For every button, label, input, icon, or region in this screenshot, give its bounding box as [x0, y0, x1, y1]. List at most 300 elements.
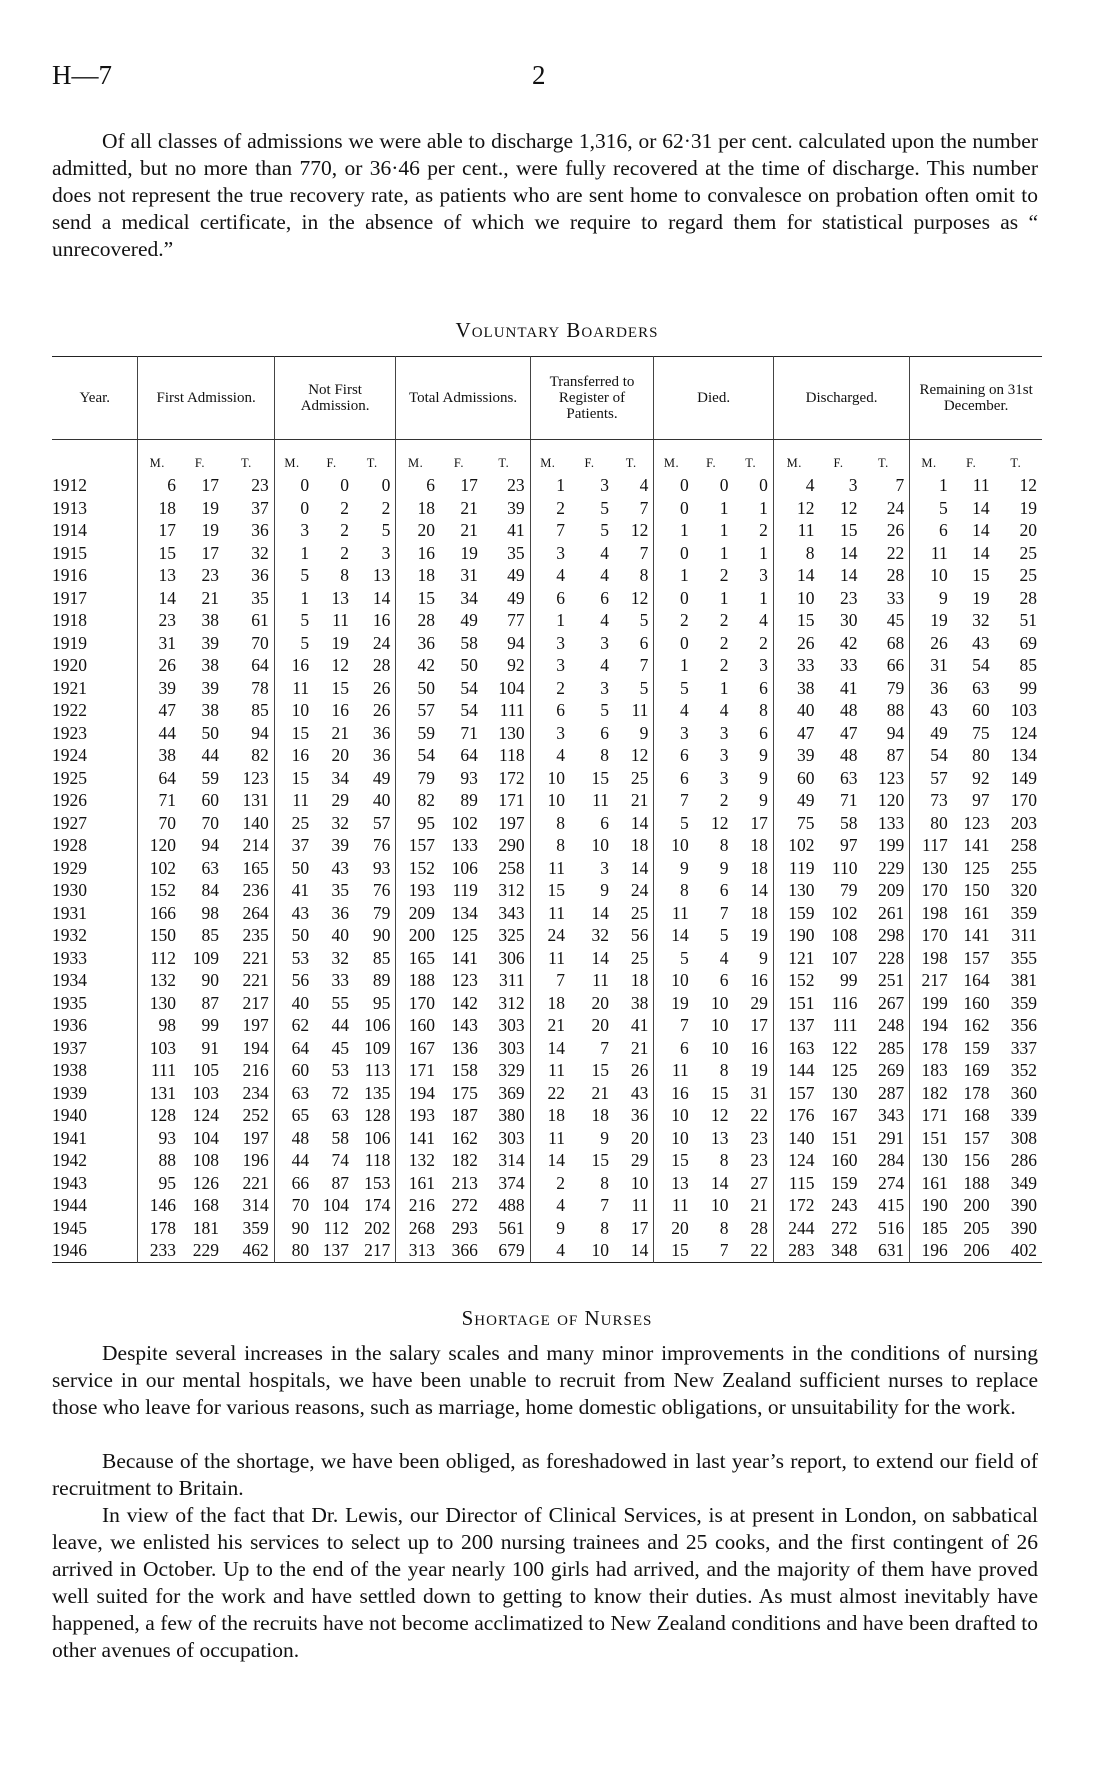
table-cell: 63	[331, 1105, 349, 1126]
table-cell: 118	[364, 1150, 391, 1171]
table-cell: 18	[630, 970, 649, 991]
table-cell: 120	[138, 834, 181, 857]
table-cell: 9	[759, 790, 768, 811]
table-row	[52, 1059, 1042, 1082]
table-cell: 95	[372, 992, 391, 1013]
table-cell: 348	[831, 1240, 858, 1261]
table-cell: 134	[451, 902, 478, 923]
table-cell: 106	[451, 857, 478, 878]
table-cell: 188	[396, 969, 440, 992]
subheader-male: M.	[396, 440, 440, 475]
table-cell: 25	[630, 767, 649, 788]
table-cell: 10	[591, 1240, 610, 1261]
table-cell: 63	[274, 1082, 314, 1105]
table-cell: 261	[877, 902, 905, 923]
table-cell: 108	[831, 925, 858, 946]
table-cell: 17	[750, 1015, 768, 1036]
table-cell: 24	[372, 632, 391, 653]
table-row	[52, 722, 1042, 745]
table-cell: 37	[274, 834, 314, 857]
table-cell: 123	[451, 970, 478, 991]
table-cell: 235	[242, 925, 269, 946]
table-cell: 251	[877, 970, 905, 991]
table-cell: 79	[840, 880, 858, 901]
table-cell: 141	[963, 925, 990, 946]
table-cell: 15	[138, 542, 181, 565]
table-cell: 20	[1019, 520, 1037, 541]
table-cell: 13	[654, 1172, 694, 1195]
table-cell: 18	[750, 902, 768, 923]
table-cell: 320	[1010, 880, 1037, 901]
table-cell: 243	[831, 1195, 858, 1216]
year-cell: 1914	[52, 520, 87, 541]
table-cell: 21	[201, 587, 219, 608]
table-cell: 193	[396, 1104, 440, 1127]
table-cell: 90	[274, 1217, 314, 1240]
year-cell: 1928	[52, 835, 87, 856]
table-row	[52, 834, 1042, 857]
table-cell: 6	[719, 880, 729, 901]
table-cell: 631	[877, 1240, 905, 1261]
table-cell: 87	[886, 745, 905, 766]
table-cell: 80	[972, 745, 990, 766]
table-cell: 78	[251, 677, 269, 698]
year-cell: 1923	[52, 722, 87, 743]
table-cell: 12	[840, 497, 858, 518]
table-cell: 1	[274, 542, 314, 565]
table-cell: 11	[530, 947, 570, 970]
table-cell: 22	[530, 1082, 570, 1105]
table-cell: 93	[372, 857, 391, 878]
table-cell: 11	[332, 610, 349, 631]
table-cell: 16	[274, 654, 314, 677]
table-cell: 160	[396, 1014, 440, 1037]
table-cell: 38	[138, 744, 181, 767]
table-cell: 36	[910, 677, 953, 700]
table-body	[52, 474, 1042, 1262]
table-cell: 80	[910, 812, 953, 835]
table-cell: 13	[372, 565, 391, 586]
table-cell: 43	[274, 902, 314, 925]
table-cell: 7	[895, 475, 905, 496]
table-cell: 20	[396, 519, 440, 542]
table-cell: 34	[460, 587, 478, 608]
subheader-male: M.	[654, 440, 694, 475]
table-cell: 157	[396, 834, 440, 857]
table-cell: 132	[396, 1149, 440, 1172]
table-cell: 4	[600, 565, 610, 586]
table-cell: 99	[1019, 677, 1037, 698]
table-cell: 15	[840, 520, 858, 541]
table-cell: 11	[530, 857, 570, 880]
table-cell: 13	[331, 587, 349, 608]
table-subheader-row	[52, 440, 1042, 475]
table-cell: 24	[886, 497, 905, 518]
table-cell: 107	[831, 947, 858, 968]
table-cell: 0	[654, 587, 694, 610]
table-cell: 187	[451, 1105, 478, 1126]
table-cell: 20	[654, 1217, 694, 1240]
table-cell: 200	[963, 1195, 990, 1216]
table-cell: 10	[654, 1104, 694, 1127]
table-cell: 194	[396, 1082, 440, 1105]
table-cell: 8	[654, 879, 694, 902]
table-cell: 221	[242, 970, 269, 991]
table-cell: 70	[138, 812, 181, 835]
table-cell: 12	[630, 520, 649, 541]
table-cell: 21	[460, 497, 478, 518]
table-cell: 1	[530, 474, 570, 497]
table-cell: 105	[192, 1060, 219, 1081]
table-cell: 14	[840, 542, 858, 563]
table-cell: 14	[840, 565, 858, 586]
table-cell: 128	[138, 1104, 181, 1127]
table-row	[52, 1149, 1042, 1172]
table-cell: 30	[840, 610, 858, 631]
table-cell: 79	[372, 902, 391, 923]
table-cell: 49	[910, 722, 953, 745]
table-cell: 64	[251, 655, 269, 676]
table-cell: 4	[530, 744, 570, 767]
group-header: Total Admissions.	[396, 357, 530, 440]
year-cell: 1945	[52, 1217, 87, 1238]
table-cell: 77	[507, 610, 525, 631]
table-cell: 128	[364, 1105, 391, 1126]
table-cell: 80	[274, 1239, 314, 1262]
table-cell: 39	[138, 677, 181, 700]
table-cell: 40	[372, 790, 391, 811]
table-cell: 291	[877, 1127, 905, 1148]
table-cell: 59	[396, 722, 440, 745]
table-cell: 6	[654, 744, 694, 767]
table-cell: 146	[138, 1194, 181, 1217]
table-cell: 103	[192, 1082, 219, 1103]
table-cell: 54	[972, 655, 990, 676]
subheader-female: F.	[584, 456, 595, 470]
table-cell: 381	[1010, 970, 1037, 991]
table-cell: 19	[972, 587, 990, 608]
table-cell: 312	[498, 880, 525, 901]
table-cell: 167	[831, 1105, 858, 1126]
table-row	[52, 744, 1042, 767]
table-cell: 130	[831, 1082, 858, 1103]
table-cell: 197	[498, 812, 525, 833]
table-cell: 4	[759, 610, 768, 631]
table-cell: 7	[530, 969, 570, 992]
subheader-total: T.	[877, 456, 889, 470]
table-cell: 199	[910, 992, 953, 1015]
subheader-male: M.	[530, 440, 570, 475]
table-cell: 9	[600, 1127, 610, 1148]
table-cell: 14	[530, 1037, 570, 1060]
table-cell: 87	[331, 1172, 349, 1193]
table-cell: 1	[910, 474, 953, 497]
table-cell: 71	[460, 722, 478, 743]
table-header-row	[52, 357, 1042, 440]
table-cell: 3	[654, 722, 694, 745]
table-cell: 3	[719, 745, 729, 766]
table-cell: 10	[711, 992, 729, 1013]
table-cell: 15	[773, 609, 819, 632]
table-cell: 5	[654, 812, 694, 835]
table-cell: 390	[1010, 1195, 1037, 1216]
table-cell: 94	[201, 835, 219, 856]
table-cell: 10	[711, 1195, 729, 1216]
table-cell: 16	[372, 610, 391, 631]
table-cell: 102	[138, 857, 181, 880]
table-cell: 15	[274, 767, 314, 790]
table-row	[52, 879, 1042, 902]
table-cell: 206	[963, 1240, 990, 1261]
table-cell: 124	[1010, 722, 1037, 743]
table-cell: 5	[381, 520, 391, 541]
table-cell: 43	[331, 857, 349, 878]
table-cell: 0	[654, 542, 694, 565]
table-cell: 6	[600, 587, 610, 608]
table-cell: 170	[910, 924, 953, 947]
table-cell: 359	[1010, 902, 1037, 923]
table-cell: 71	[138, 789, 181, 812]
table-cell: 44	[201, 745, 219, 766]
table-cell: 11	[631, 1195, 649, 1216]
table-cell: 214	[242, 835, 269, 856]
table-cell: 23	[251, 475, 269, 496]
table-cell: 102	[451, 812, 478, 833]
table-cell: 13	[138, 564, 181, 587]
table-cell: 188	[963, 1172, 990, 1193]
table-cell: 60	[274, 1059, 314, 1082]
table-cell: 18	[396, 497, 440, 520]
table-cell: 112	[323, 1217, 349, 1238]
table-cell: 18	[396, 564, 440, 587]
table-cell: 3	[600, 475, 610, 496]
table-cell: 2	[719, 610, 729, 631]
table-row	[52, 519, 1042, 542]
table-cell: 359	[242, 1217, 269, 1238]
table-cell: 22	[886, 542, 905, 563]
table-cell: 82	[251, 745, 269, 766]
table-cell: 118	[499, 745, 525, 766]
table-cell: 26	[630, 1060, 649, 1081]
table-cell: 103	[138, 1037, 181, 1060]
table-cell: 123	[963, 812, 990, 833]
table-cell: 22	[750, 1105, 768, 1126]
table-cell: 15	[331, 677, 349, 698]
year-cell: 1912	[52, 475, 87, 496]
table-cell: 39	[201, 677, 219, 698]
table-cell: 82	[396, 789, 440, 812]
table-cell: 11	[972, 475, 990, 496]
table-cell: 93	[460, 767, 478, 788]
table-cell: 190	[910, 1194, 953, 1217]
table-cell: 1	[654, 654, 694, 677]
table-cell: 120	[877, 790, 905, 811]
table-cell: 7	[639, 497, 649, 518]
table-cell: 153	[364, 1172, 391, 1193]
table-cell: 117	[910, 834, 953, 857]
table-cell: 103	[1010, 700, 1037, 721]
table-cell: 49	[372, 767, 391, 788]
table-cell: 21	[750, 1195, 768, 1216]
year-cell: 1932	[52, 925, 87, 946]
table-cell: 162	[963, 1015, 990, 1036]
table-cell: 3	[530, 722, 570, 745]
table-cell: 56	[630, 925, 649, 946]
table-cell: 19	[750, 1060, 768, 1081]
table-cell: 2	[530, 497, 570, 520]
table-cell: 356	[1010, 1015, 1037, 1036]
table-row	[52, 632, 1042, 655]
table-cell: 6	[530, 587, 570, 610]
table-cell: 133	[877, 812, 905, 833]
table-cell: 268	[396, 1217, 440, 1240]
subheader-total: T.	[240, 456, 252, 470]
table-cell: 90	[201, 970, 219, 991]
group-header: Transferred to Register of Patients.	[530, 357, 654, 440]
year-cell: 1921	[52, 677, 87, 698]
table-cell: 9	[759, 745, 768, 766]
table-cell: 54	[460, 700, 478, 721]
table-cell: 298	[877, 925, 905, 946]
table-cell: 47	[840, 722, 858, 743]
table-cell: 18	[530, 992, 570, 1015]
table-cell: 119	[452, 880, 478, 901]
table-cell: 7	[600, 1195, 610, 1216]
table-cell: 3	[719, 767, 729, 788]
table-cell: 2	[654, 609, 694, 632]
table-cell: 49	[773, 789, 819, 812]
table-cell: 10	[711, 1037, 729, 1058]
table-cell: 41	[630, 1015, 649, 1036]
table-cell: 182	[451, 1150, 478, 1171]
table-cell: 17	[460, 475, 478, 496]
intro-paragraph: Of all classes of admissions we were able to discharge 1,316, or 62·31 per cent. calculated upon the number admitted, but no more than 770, or 36·46 per cent., were fully recovered at the time of discharge. This number does not represent the true recovery rate, as patients who are sent home to convalesce on probation often omit to send a medical certificate, in the absence of which we require to regard them for statistical purposes as “ unrecovered.”	[52, 129, 1038, 261]
table-cell: 19	[201, 520, 219, 541]
table-cell: 290	[498, 835, 525, 856]
table-cell: 1	[719, 542, 729, 563]
year-cell: 1926	[52, 790, 87, 811]
table-cell: 169	[963, 1060, 990, 1081]
table-cell: 88	[138, 1149, 181, 1172]
table-cell: 4	[719, 700, 729, 721]
table-cell: 79	[886, 677, 905, 698]
table-cell: 17	[201, 542, 219, 563]
table-cell: 6	[639, 632, 649, 653]
table-cell: 11	[654, 902, 694, 925]
table-cell: 10	[773, 587, 819, 610]
table-cell: 26	[372, 700, 391, 721]
table-row	[52, 857, 1042, 880]
table-cell: 20	[591, 1015, 610, 1036]
table-cell: 229	[192, 1240, 219, 1261]
table-cell: 213	[451, 1172, 478, 1193]
table-cell: 85	[1019, 655, 1037, 676]
table-cell: 4	[639, 475, 649, 496]
year-cell: 1935	[52, 992, 87, 1013]
table-cell: 8	[600, 1217, 610, 1238]
table-cell: 7	[654, 1014, 694, 1037]
table-cell: 196	[242, 1150, 269, 1171]
table-cell: 11	[530, 1127, 570, 1150]
subheader-female: F.	[453, 456, 464, 470]
table-cell: 159	[963, 1037, 990, 1058]
table-cell: 11	[530, 902, 570, 925]
table-cell: 202	[364, 1217, 391, 1238]
table-cell: 125	[451, 925, 478, 946]
table-cell: 23	[750, 1127, 768, 1148]
table-cell: 15	[274, 722, 314, 745]
table-cell: 3	[600, 632, 610, 653]
table-cell: 171	[396, 1059, 440, 1082]
table-cell: 111	[138, 1059, 181, 1082]
table-row	[52, 1217, 1042, 1240]
table-cell: 1	[654, 519, 694, 542]
table-cell: 6	[910, 519, 953, 542]
table-cell: 40	[773, 699, 819, 722]
table-cell: 137	[773, 1014, 819, 1037]
subheader-male: M.	[773, 440, 819, 475]
table-cell: 109	[192, 947, 219, 968]
table-cell: 141	[963, 835, 990, 856]
table-cell: 58	[331, 1127, 349, 1148]
table-cell: 2	[340, 497, 349, 518]
table-cell: 38	[201, 700, 219, 721]
table-cell: 55	[331, 992, 349, 1013]
table-cell: 11	[654, 1194, 694, 1217]
table-cell: 92	[507, 655, 525, 676]
table-cell: 11	[592, 790, 610, 811]
table-cell: 143	[451, 1015, 478, 1036]
table-cell: 303	[498, 1037, 525, 1058]
table-cell: 6	[600, 812, 610, 833]
table-cell: 50	[201, 722, 219, 743]
table-cell: 36	[372, 745, 391, 766]
table-cell: 50	[274, 924, 314, 947]
table-cell: 64	[274, 1037, 314, 1060]
table-cell: 1	[719, 587, 729, 608]
table-cell: 14	[591, 902, 610, 923]
table-cell: 98	[138, 1014, 181, 1037]
table-cell: 359	[1010, 992, 1037, 1013]
table-cell: 134	[1010, 745, 1037, 766]
table-cell: 272	[451, 1195, 478, 1216]
table-cell: 5	[654, 947, 694, 970]
table-cell: 217	[242, 992, 269, 1013]
table-cell: 19	[654, 992, 694, 1015]
table-cell: 8	[719, 1217, 729, 1238]
table-cell: 38	[201, 610, 219, 631]
table-cell: 28	[1019, 587, 1037, 608]
table-cell: 3	[600, 677, 610, 698]
table-cell: 12	[1019, 475, 1037, 496]
table-cell: 104	[322, 1195, 349, 1216]
table-cell: 337	[1010, 1037, 1037, 1058]
table-cell: 26	[886, 520, 905, 541]
table-cell: 22	[750, 1240, 768, 1261]
year-cell: 1919	[52, 632, 87, 653]
table-cell: 27	[750, 1172, 768, 1193]
table-row	[52, 1082, 1042, 1105]
table-cell: 415	[877, 1195, 905, 1216]
table-cell: 9	[910, 587, 953, 610]
table-cell: 329	[498, 1060, 525, 1081]
table-cell: 9	[639, 722, 649, 743]
table-cell: 79	[396, 767, 440, 790]
table-cell: 106	[364, 1015, 391, 1036]
table-cell: 130	[910, 1149, 953, 1172]
table-cell: 5	[274, 609, 314, 632]
table-cell: 73	[910, 789, 953, 812]
